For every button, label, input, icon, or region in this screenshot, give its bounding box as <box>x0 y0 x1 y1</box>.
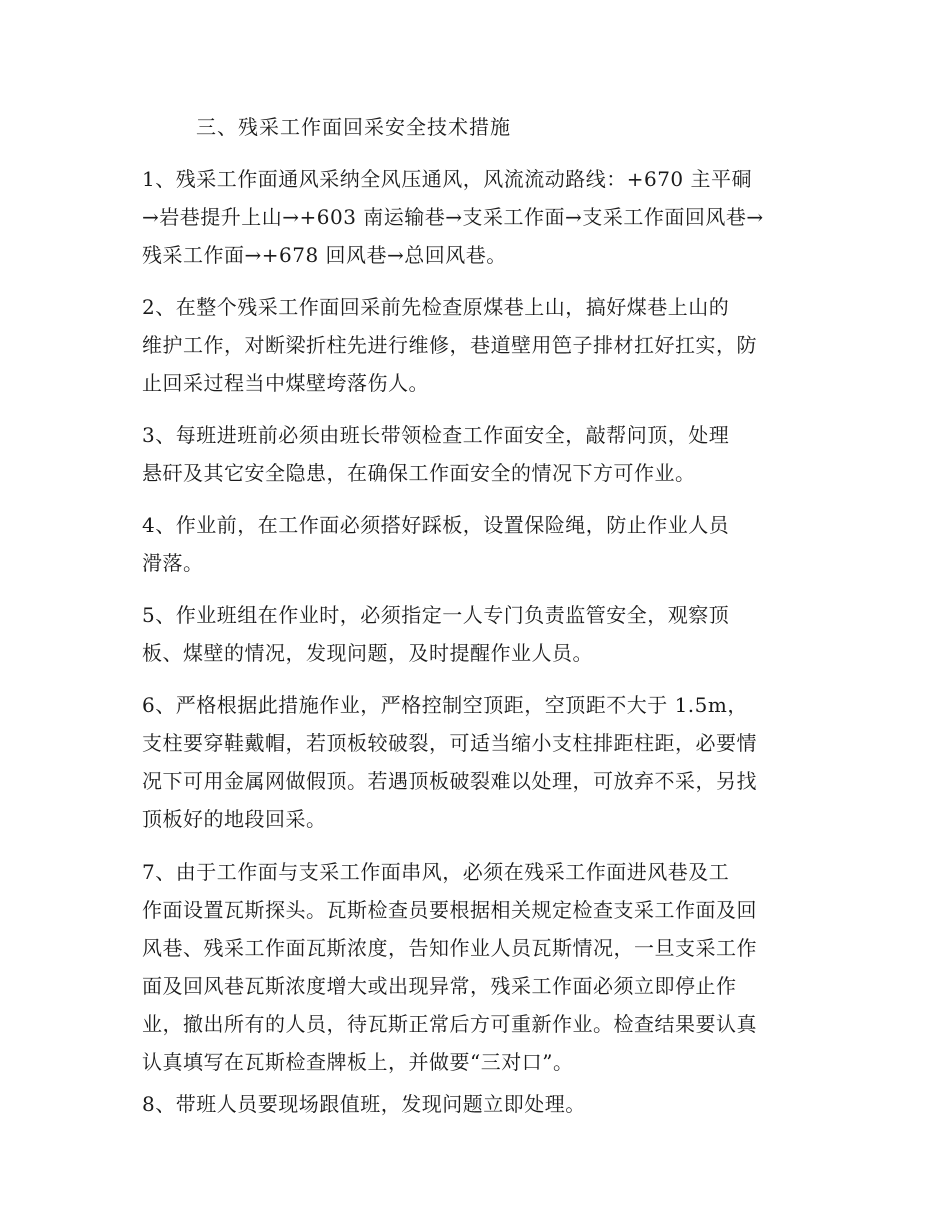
paragraph-4: 4、作业前，在工作面必须搭好踩板，设置保险绳，防止作业人员 滑落。 <box>142 513 730 575</box>
paragraph-7: 7、由于工作面与支采工作面串风，必须在残采工作面进风巷及工 作面设置瓦斯探头。瓦斯检查员要根据相关规定检查支采工作面及回 风巷、残采工作面瓦斯浓度，告知作业人员瓦斯情况，一旦支采工作 面及回风巷瓦斯浓度增大或出现异常，残采工作面必须立即停止作 业，撤出所有的人员，待瓦斯正常后方可重新作业。检查结果要认真 认真填写在瓦斯检查牌板上，并做要“三对口”。 <box>142 860 757 1074</box>
section-heading: 三、残采工作面回采安全技术措施 <box>196 115 511 139</box>
paragraph-6: 6、严格根据此措施作业，严格控制空顶距，空顶距不大于 1.5m， 支柱要穿鞋戴帽，若顶板较破裂，可适当缩小支柱排距柱距，必要情 况下可用金属网做假顶。若遇顶板破裂难以处理，可放弃不采，另找 顶板好的地段回采。 <box>142 693 757 831</box>
paragraph-5: 5、作业班组在作业时，必须指定一人专门负责监管安全，观察顶 板、煤壁的情况，发现问题，及时提醒作业人员。 <box>142 603 730 665</box>
paragraph-3: 3、每班进班前必须由班长带领检查工作面安全，敲帮问顶，处理 悬矸及其它安全隐患，在确保工作面安全的情况下方可作业。 <box>142 423 730 485</box>
paragraph-1: 1、残采工作面通风采纳全风压通风，风流流动路线：+670 主平硐 →岩巷提升上山→+603 南运输巷→支采工作面→支采工作面回风巷→ 残采工作面→+678 回风巷→总回风巷。 <box>142 167 764 267</box>
paragraph-2: 2、在整个残采工作面回采前先检查原煤巷上山，搞好煤巷上山的 维护工作，对断梁折柱先进行维修，巷道壁用笆子排材扛好扛实，防 止回采过程当中煤壁垮落伤人。 <box>142 295 757 395</box>
paragraph-8: 8、带班人员要现场跟值班，发现问题立即处理。 <box>142 1092 586 1116</box>
